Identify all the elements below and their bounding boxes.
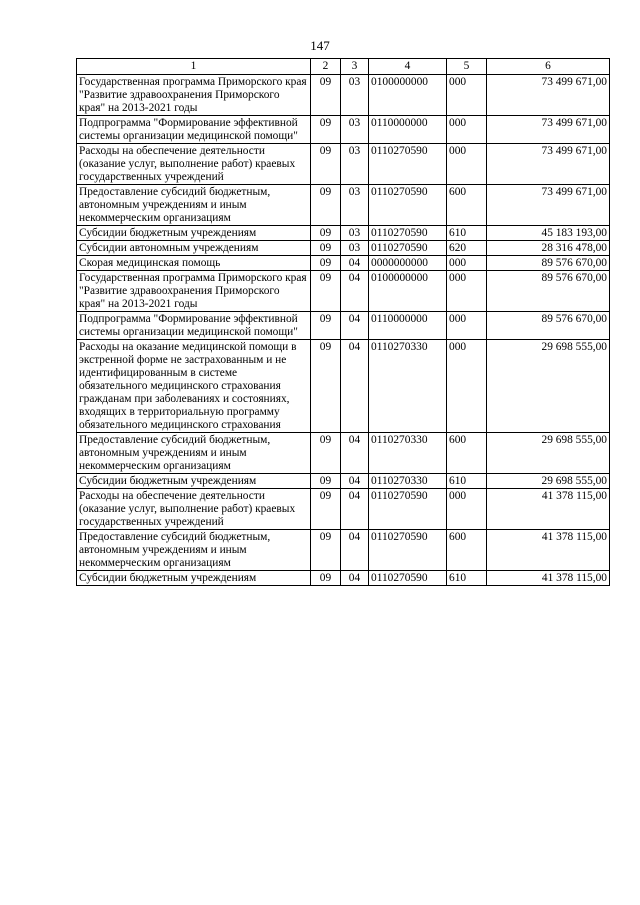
row-section-code: 09	[311, 256, 341, 271]
row-subsection-code: 03	[341, 144, 369, 185]
table-row	[77, 256, 610, 271]
row-expense-type-code: 600	[447, 185, 487, 226]
row-target-article-code: 0110270590	[369, 226, 447, 241]
row-name: Субсидии бюджетным учреждениям	[77, 571, 311, 586]
row-subsection-code: 04	[341, 271, 369, 312]
row-section-code: 09	[311, 530, 341, 571]
row-name: Скорая медицинская помощь	[77, 256, 311, 271]
row-name: Предоставление субсидий бюджетным, автономным учреждениям и иным некоммерческим организациям	[77, 530, 311, 571]
row-subsection-code: 04	[341, 474, 369, 489]
row-subsection-code: 03	[341, 241, 369, 256]
header-col-5: 5	[447, 59, 487, 75]
row-subsection-code: 03	[341, 75, 369, 116]
row-expense-type-code: 600	[447, 530, 487, 571]
row-name: Субсидии бюджетным учреждениям	[77, 474, 311, 489]
row-section-code: 09	[311, 312, 341, 340]
row-name: Расходы на обеспечение деятельности (оказание услуг, выполнение работ) краевых государственных учреждений	[77, 144, 311, 185]
row-name: Предоставление субсидий бюджетным, автономным учреждениям и иным некоммерческим организациям	[77, 433, 311, 474]
row-section-code: 09	[311, 226, 341, 241]
row-expense-type-code: 000	[447, 256, 487, 271]
row-expense-type-code: 000	[447, 116, 487, 144]
row-name: Государственная программа Приморского края "Развитие здравоохранения Приморского края" на 2013-2021 годы	[77, 271, 311, 312]
row-amount: 73 499 671,00	[487, 144, 610, 185]
row-amount: 28 316 478,00	[487, 241, 610, 256]
row-target-article-code: 0110270590	[369, 185, 447, 226]
row-target-article-code: 0110270590	[369, 571, 447, 586]
header-col-2: 2	[311, 59, 341, 75]
row-section-code: 09	[311, 340, 341, 433]
row-amount: 73 499 671,00	[487, 75, 610, 116]
row-name: Государственная программа Приморского края "Развитие здравоохранения Приморского края" на 2013-2021 годы	[77, 75, 311, 116]
row-expense-type-code: 000	[447, 340, 487, 433]
table-row	[77, 571, 610, 586]
table-row	[77, 489, 610, 530]
row-amount: 89 576 670,00	[487, 312, 610, 340]
row-subsection-code: 04	[341, 340, 369, 433]
row-amount: 29 698 555,00	[487, 433, 610, 474]
row-amount: 41 378 115,00	[487, 489, 610, 530]
row-target-article-code: 0110270590	[369, 489, 447, 530]
row-subsection-code: 04	[341, 312, 369, 340]
row-expense-type-code: 000	[447, 144, 487, 185]
row-section-code: 09	[311, 571, 341, 586]
row-target-article-code: 0110000000	[369, 312, 447, 340]
table-row	[77, 226, 610, 241]
row-target-article-code: 0110270330	[369, 340, 447, 433]
row-name: Расходы на обеспечение деятельности (оказание услуг, выполнение работ) краевых государственных учреждений	[77, 489, 311, 530]
row-target-article-code: 0110270330	[369, 433, 447, 474]
row-name: Субсидии автономным учреждениям	[77, 241, 311, 256]
row-subsection-code: 04	[341, 489, 369, 530]
row-name: Подпрограмма "Формирование эффективной системы организации медицинской помощи"	[77, 116, 311, 144]
row-expense-type-code: 000	[447, 75, 487, 116]
row-target-article-code: 0110000000	[369, 116, 447, 144]
table-row	[77, 75, 610, 116]
table-row	[77, 116, 610, 144]
row-amount: 41 378 115,00	[487, 571, 610, 586]
row-expense-type-code: 000	[447, 271, 487, 312]
row-target-article-code: 0100000000	[369, 75, 447, 116]
table-row	[77, 433, 610, 474]
row-section-code: 09	[311, 489, 341, 530]
table-row	[77, 340, 610, 433]
header-col-4: 4	[369, 59, 447, 75]
page-number: 147	[310, 38, 330, 53]
row-subsection-code: 03	[341, 116, 369, 144]
header-col-1: 1	[77, 59, 311, 75]
row-target-article-code: 0000000000	[369, 256, 447, 271]
row-expense-type-code: 600	[447, 433, 487, 474]
row-expense-type-code: 000	[447, 489, 487, 530]
row-amount: 41 378 115,00	[487, 530, 610, 571]
table-body	[77, 75, 610, 586]
row-expense-type-code: 610	[447, 571, 487, 586]
row-amount: 73 499 671,00	[487, 116, 610, 144]
table-row	[77, 185, 610, 226]
row-subsection-code: 04	[341, 571, 369, 586]
row-subsection-code: 03	[341, 185, 369, 226]
row-section-code: 09	[311, 185, 341, 226]
row-section-code: 09	[311, 241, 341, 256]
row-target-article-code: 0110270590	[369, 530, 447, 571]
row-amount: 73 499 671,00	[487, 185, 610, 226]
row-subsection-code: 04	[341, 256, 369, 271]
table-row	[77, 530, 610, 571]
row-expense-type-code: 620	[447, 241, 487, 256]
row-target-article-code: 0100000000	[369, 271, 447, 312]
row-name: Расходы на оказание медицинской помощи в экстренной форме не застрахованным и не идентифицированным в системе обязательного медицинского страхования гражданам при заболеваниях и состояниях, входящих в территориальную программу обязательного медицинского страхования	[77, 340, 311, 433]
row-name: Подпрограмма "Формирование эффективной системы организации медицинской помощи"	[77, 312, 311, 340]
row-target-article-code: 0110270590	[369, 241, 447, 256]
row-section-code: 09	[311, 271, 341, 312]
table-row	[77, 271, 610, 312]
row-section-code: 09	[311, 433, 341, 474]
row-amount: 29 698 555,00	[487, 474, 610, 489]
row-subsection-code: 04	[341, 530, 369, 571]
table-row	[77, 312, 610, 340]
row-expense-type-code: 610	[447, 226, 487, 241]
row-target-article-code: 0110270590	[369, 144, 447, 185]
row-target-article-code: 0110270330	[369, 474, 447, 489]
row-subsection-code: 03	[341, 226, 369, 241]
header-row	[77, 59, 610, 75]
row-subsection-code: 04	[341, 433, 369, 474]
row-section-code: 09	[311, 75, 341, 116]
row-expense-type-code: 610	[447, 474, 487, 489]
table-row	[77, 474, 610, 489]
header-col-3: 3	[341, 59, 369, 75]
row-amount: 89 576 670,00	[487, 271, 610, 312]
table-row	[77, 241, 610, 256]
row-amount: 29 698 555,00	[487, 340, 610, 433]
table-row	[77, 144, 610, 185]
budget-table	[76, 58, 610, 586]
row-amount: 89 576 670,00	[487, 256, 610, 271]
row-section-code: 09	[311, 116, 341, 144]
row-section-code: 09	[311, 144, 341, 185]
row-name: Субсидии бюджетным учреждениям	[77, 226, 311, 241]
table-header	[77, 59, 610, 75]
row-section-code: 09	[311, 474, 341, 489]
header-col-6: 6	[487, 59, 610, 75]
row-name: Предоставление субсидий бюджетным, автономным учреждениям и иным некоммерческим организациям	[77, 185, 311, 226]
row-amount: 45 183 193,00	[487, 226, 610, 241]
row-expense-type-code: 000	[447, 312, 487, 340]
